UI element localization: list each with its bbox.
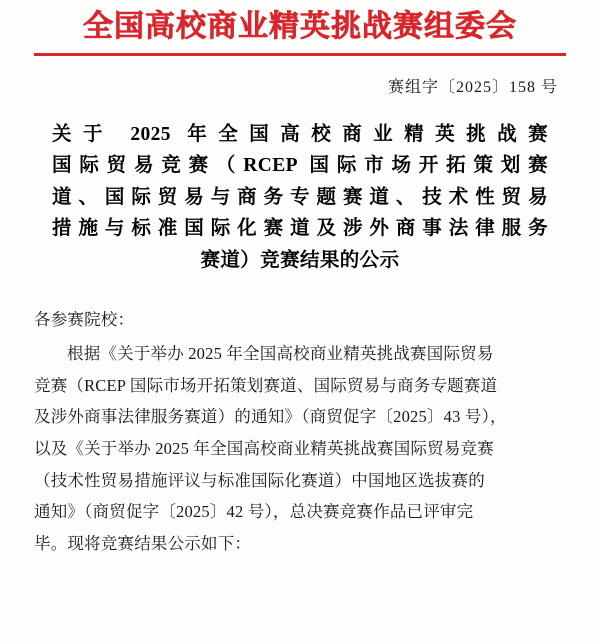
document-number: 赛组字〔2025〕158 号 xyxy=(387,78,558,96)
body-line: 及涉外商事法律服务赛道）的通知》（商贸促字〔2025〕43 号）， xyxy=(34,407,507,427)
body-line: （技术性贸易措施评议与标准国际化赛道）中国地区选拔赛的 xyxy=(34,470,485,490)
organization-title: 全国高校商业精英挑战赛组委会 xyxy=(83,10,517,43)
body-line: 以及《关于举办 2025 年全国高校商业精英挑战赛国际贸易竞赛 xyxy=(34,439,494,459)
title-line: 道、国际贸易与商务专题赛道、技术性贸易 xyxy=(52,186,548,208)
title-line: 措施与标准国际化赛道及涉外商事法律服务 xyxy=(52,218,548,240)
title-line: 赛道）竞赛结果的公示 xyxy=(200,249,400,271)
masthead-divider xyxy=(34,53,566,56)
body-line: 根据《关于举办 2025 年全国高校商业精英挑战赛国际贸易 xyxy=(67,344,494,364)
body-line: 通知》（商贸促字〔2025〕42 号），总决赛竞赛作品已评审完 xyxy=(34,502,474,522)
document-body xyxy=(34,304,566,559)
page-title xyxy=(34,119,566,277)
title-line: 国际贸易竞赛（RCEP 国际市场开拓策划赛 xyxy=(52,155,548,177)
title-line: 关于 2025 年全国高校商业精英挑战赛 xyxy=(52,123,548,145)
salutation: 各参赛院校： xyxy=(34,310,135,330)
body-line: 竞赛（RCEP 国际市场开拓策划赛道、国际贸易与商务专题赛道 xyxy=(34,375,498,395)
masthead xyxy=(34,0,566,56)
body-paragraph xyxy=(34,338,566,560)
body-line: 毕。现将竞赛结果公示如下： xyxy=(34,534,252,554)
